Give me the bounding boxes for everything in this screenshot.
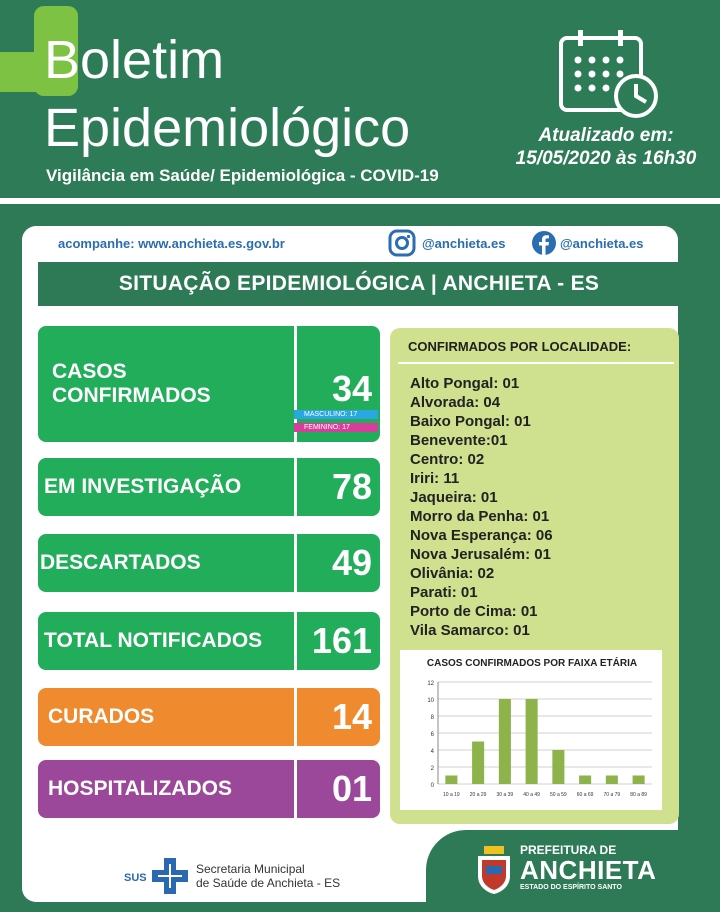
age-chart [416, 676, 656, 800]
localities-title: CONFIRMADOS POR LOCALIDADE: [408, 339, 632, 354]
accent-bar [0, 52, 40, 92]
bar [445, 776, 457, 785]
x-tick-label: 60 a 69 [576, 792, 594, 798]
localities-divider [398, 362, 674, 364]
list-item: Iriri: 11 [410, 470, 460, 487]
stat-hospitalized-value: 01 [294, 760, 380, 818]
bar [579, 776, 591, 785]
facebook-handle[interactable]: @anchieta.es [560, 236, 644, 251]
x-tick-label: 80 a 89 [630, 792, 647, 798]
x-tick-label: 20 a 29 [469, 792, 487, 798]
stat-total [38, 612, 380, 670]
coat-of-arms-icon [474, 846, 514, 894]
x-tick-label: 30 a 39 [496, 792, 514, 798]
stat-cured [38, 688, 380, 746]
stat-investigation-value: 78 [294, 458, 380, 516]
stat-discarded-value: 49 [294, 534, 380, 592]
y-tick-label: 4 [430, 749, 434, 755]
stat-investigation [38, 458, 380, 516]
list-item: Benevente:01 [410, 432, 508, 449]
list-item: Morro da Penha: 01 [410, 508, 550, 525]
prefeitura-line2: ANCHIETA [520, 855, 657, 885]
female-count-bar: FEMININO: 17 [294, 423, 378, 432]
y-tick-label: 0 [430, 783, 434, 789]
y-tick-label: 10 [427, 698, 434, 704]
instagram-handle[interactable]: @anchieta.es [422, 236, 506, 251]
website-link[interactable]: acompanhe: www.anchieta.es.gov.br [58, 236, 285, 251]
bar [499, 699, 511, 784]
stat-discarded [38, 534, 380, 592]
updated-info [500, 124, 712, 170]
updated-label: Atualizado em: [538, 125, 674, 146]
stat-cured-value: 14 [294, 688, 380, 746]
stat-total-label: TOTAL NOTIFICADOS [38, 612, 294, 670]
y-tick-label: 2 [430, 766, 434, 772]
x-tick-label: 10 a 19 [443, 792, 460, 798]
title-line1: Boletim [44, 30, 225, 90]
list-item: Alvorada: 04 [410, 394, 501, 411]
secretaria-text [196, 862, 340, 890]
y-tick-label: 6 [430, 732, 434, 738]
subtitle: Vigilância em Saúde/ Epidemiológica - COVID-19 [46, 166, 439, 185]
prefeitura-line3: ESTADO DO ESPÍRITO SANTO [520, 884, 622, 891]
list-item: Nova Jerusalém: 01 [410, 546, 551, 563]
bar [606, 776, 618, 785]
x-tick-label: 40 a 49 [523, 792, 540, 798]
y-tick-label: 8 [430, 715, 434, 721]
sus-cross-icon [152, 858, 188, 894]
secretaria-line2: de Saúde de Anchieta - ES [196, 876, 341, 890]
list-item: Baixo Pongal: 01 [410, 413, 531, 430]
bar [526, 699, 538, 784]
list-item: Vila Samarco: 01 [410, 622, 530, 639]
instagram-icon[interactable] [388, 229, 416, 257]
x-tick-label: 70 a 79 [603, 792, 621, 798]
sus-logo-text: SUS [124, 872, 147, 884]
bar [633, 776, 645, 785]
list-item: Porto de Cima: 01 [410, 603, 538, 620]
stat-confirmed-label-line2: CONFIRMADOS [52, 384, 211, 407]
prefeitura-line1: PREFEITURA DE [520, 843, 617, 857]
title-line2: Epidemiológico [44, 98, 411, 158]
secretaria-line1: Secretaria Municipal [196, 862, 305, 876]
stat-hospitalized-label: HOSPITALIZADOS [38, 760, 294, 818]
list-item: Centro: 02 [410, 451, 485, 468]
list-item: Olivânia: 02 [410, 565, 495, 582]
chart-title: CASOS CONFIRMADOS POR FAIXA ETÁRIA [426, 658, 638, 669]
list-item: Alto Pongal: 01 [410, 375, 520, 392]
header-divider [0, 198, 720, 204]
facebook-icon[interactable] [532, 231, 556, 255]
stat-cured-label: CURADOS [38, 688, 294, 746]
localities-list [410, 374, 553, 640]
updated-value: 15/05/2020 às 16h30 [515, 148, 697, 169]
stat-confirmed-number: 34 [331, 368, 372, 409]
male-count-bar: MASCULINO: 17 [294, 410, 378, 419]
stat-total-value: 161 [294, 612, 380, 670]
situation-title: SITUAÇÃO EPIDEMIOLÓGICA | ANCHIETA - ES [38, 262, 680, 306]
list-item: Nova Esperança: 06 [410, 527, 553, 544]
y-tick-label: 12 [427, 681, 434, 687]
bar [472, 742, 484, 785]
stat-confirmed-label [38, 326, 294, 442]
list-item: Jaqueira: 01 [410, 489, 498, 506]
list-item: Parati: 01 [410, 584, 478, 601]
stat-discarded-label: DESCARTADOS [38, 534, 294, 592]
stat-confirmed-label-line1: CASOS [52, 360, 127, 383]
bar [552, 750, 564, 784]
stat-hospitalized [38, 760, 380, 818]
x-tick-label: 50 a 59 [550, 792, 567, 798]
stat-investigation-label: EM INVESTIGAÇÃO [38, 458, 294, 516]
calendar-clock-icon [558, 28, 660, 120]
